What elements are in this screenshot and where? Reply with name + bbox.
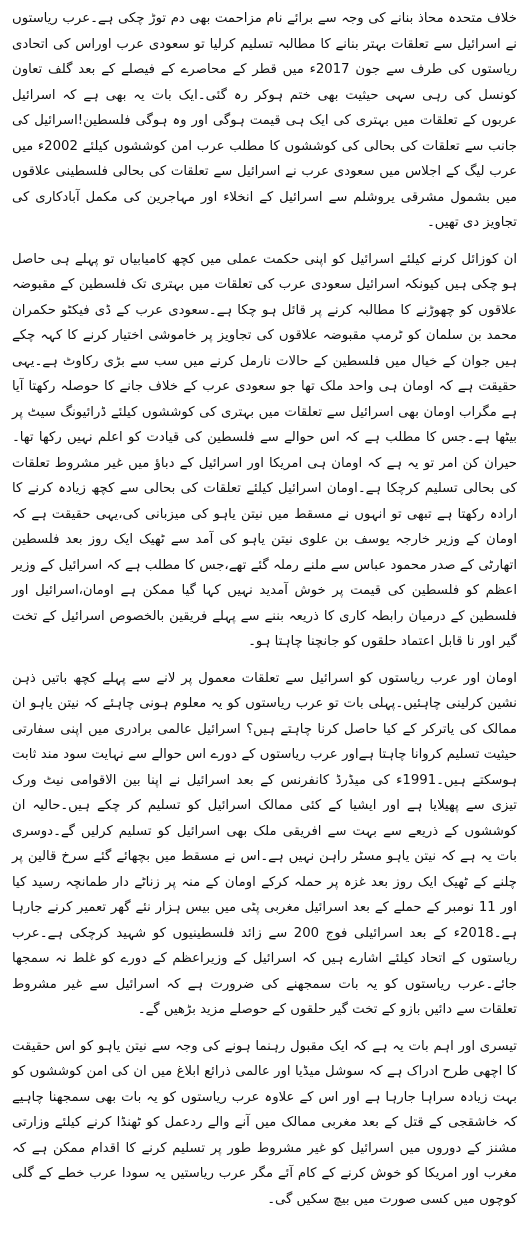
article-paragraph-4: تیسری اور اہم بات یہ ہے کہ ایک مقبول رہنما ہونے کی وجہ سے نیتن یاہو کو اس حقیقت کا اچھی طرح ادراک ہے کہ سوشل میڈیا اور عالمی ذرائع ابلاغ میں ان کی امن کوششوں کو بہت زیادہ سراہا جارہا ہے اور اس کے علاوہ عرب ریاستوں کو یہ بات بھی سمجھنا چاہیے کہ خاشقجی کے قتل کے بعد مغربی ممالک میں آنے والے ردعمل کو ٹھنڈا کرنے کیلئے وزارتی مشنز کے دوروں میں اسرائیل کو غیر مشروط طور پر تسلیم کرنے کا اقدام ممکن ہے کہ مغرب اور امریکا کو خوش کرنے کے کام آئے مگر عرب ریاستیں یہ سودا عرب خطے کے گلی کوچوں میں کسی صورت میں بیچ سکیں گی۔	[12, 1038, 517, 1207]
article-paragraph-2: ان کوزائل کرنے کیلئے اسرائیل کو اپنی حکمت عملی میں کچھ کامیابیاں تو پہلے ہی حاصل ہو چکی ہیں کیونکہ اسرائیل سعودی عرب کی تعلقات میں بہتری تک فلسطین کے مقبوضہ علاقوں کو چھوڑنے کا مطالبہ کرنے پر قائل ہو چکا ہے۔سعودی عرب کے ڈی فیکٹو حکمران محمد بن سلمان کو ٹرمپ مقبوضہ علاقوں کی تجاویز پر خاموشی اختیار کرنے کا کہہ چکے ہیں جوان کے خیال میں فلسطین کے حالات نارمل کرنے میں سب سے بڑی رکاوٹ ہے۔یہی حقیقت ہے کہ اومان ہی واحد ملک تھا جو سعودی عرب کے خلاف جانے کا حوصلہ رکھتا آیا ہے مگراب اومان بھی اسرائیل سے تعلقات میں بہتری کی کوششوں کیلئے ڈرائیونگ سیٹ پر بیٹھا ہے۔جس کا مطلب ہے کہ اس حوالے سے فلسطین کی قیادت کو اعلم نہیں رکھا تھا۔حیران کن امر تو یہ ہے کہ اومان ہی امریکا اور اسرائیل کے دباؤ میں غیر مشروط تعلقات کی بحالی تسلیم کرچکا ہے۔اومان اسرائیل کیلئے تعلقات کی بحالی سے کچھ زیادہ کرنے کا ارادہ رکھتا ہے تبھی تو انہوں نے مسقط میں نیتن یاہو کی میزبانی کی،یہی حقیقت ہے کہ اومان کے وزیر خارجہ یوسف بن علوی نیتن یاہو کی آمد سے ٹھیک ایک روز بعد فلسطین اتھارٹی کے صدر محمود عباس سے ملنے رملہ گئے تھے،جس کا مطلب ہے کہ اسرائیل کے وزیر اعظم کو فلسطین کی قیمت پر خوش آمدید نہیں کہا گیا ممکن ہے اومان،اسرائیل اور فلسطین کے درمیان رابطہ کاری کا ذریعہ بننے سے پہلے فریقین بالخصوص اسرائیل کے تخت گیر اور نا قابل اعتماد حلقوں کو جانچنا چاہتا ہو۔	[12, 251, 517, 649]
article-paragraph-1: خلاف متحدہ محاذ بنانے کی وجہ سے برائے نام مزاحمت بھی دم توڑ چکی ہے۔عرب ریاستوں نے اسرائیل سے تعلقات بہتر بنانے کا مطالبہ تسلیم کرلیا تو سعودی عرب اوراس کی اتحادی ریاستوں کی طرف سے جون 2017ء میں قطر کے محاصرے کے فیصلے کے بعد گلف تعاون کونسل کی رہی سہی حیثیت بھی ختم ہوکر رہ گئی۔ایک بات یہ بھی ہے کہ اسرائیل عربوں کے تعلقات میں بہتری کی ایک ہی قیمت ہوگی اور وہ ہوگی فلسطین!اسرائیل کی جانب سے تعلقات کی بحالی کی کوششوں کا مطلب عرب امن کوششوں کیلئے 2002ء میں عرب لیگ کے اجلاس میں سعودی عرب نے اسرائیل سے تعلقات کی بحالی فلسطینی علاقوں میں بشمول مشرقی یروشلم سے اسرائیل کے انخلاء اور مہاجرین کی مکمل آبادکاری کی تجاویز دی تھیں۔	[12, 11, 518, 230]
article-paragraph-3: اومان اور عرب ریاستوں کو اسرائیل سے تعلقات معمول پر لانے سے پہلے کچھ باتیں ذہن نشین کرلینی چاہئیں۔پہلی بات تو عرب ریاستوں کو یہ معلوم ہونی چاہئے کہ نیتن یاہو ان ممالک کی یاترکر کے کیا حاصل کرنا چاہتے ہیں؟ اسرائیل عالمی برادری میں اپنی سفارتی حیثیت تسلیم کروانا چاہتا ہےاور عرب ریاستوں کے دورے اس حوالے سے نہایت سود مند ثابت ہوسکتے ہیں۔1991ء کی میڈرڈ کانفرنس کے بعد اسرائیل نے اپنا بین الاقوامی نیٹ ورک تیزی سے پھیلایا ہے اور ایشیا کے کئی ممالک اسرائیل کو تسلیم کر چکے ہیں۔حالیہ ان کوششوں کے ذریعے سے بہت سے افریقی ملک بھی اسرائیل کو تسلیم کرلیں گے۔دوسری بات یہ ہے کہ نیتن یاہو مسٹر راہن نہیں ہے۔اس نے مسقط میں بچھائے گئے سرخ قالین پر چلنے کے ٹھیک ایک روز بعد غزہ پر حملہ کرکے اومان کے منہ پر زناٹے دار طمانچہ رسید کیا اور 11 نومبر کے حملے کے بعد اسرائیل مغربی پٹی میں بیس ہزار نئے گھر تعمیر کرنے جارہا ہے۔2018ء کے بعد اسرائیلی فوج 200 سے زائد فلسطینیوں کو شہید کرچکی ہے۔عرب ریاستوں کے اتحاد کیلئے اشارے ہیں کہ اسرائیل کے وزیراعظم کے دورے کو غلط نہ سمجھا جائے۔عرب ریاستوں کو یہ بات سمجھنے کی ضرورت ہے کہ اسرائیل سے غیر مشروط تعلقات سے دائیں بازو کے تخت گیر حلقوں کے حوصلے مزید بڑھیں گے۔	[12, 670, 517, 1017]
